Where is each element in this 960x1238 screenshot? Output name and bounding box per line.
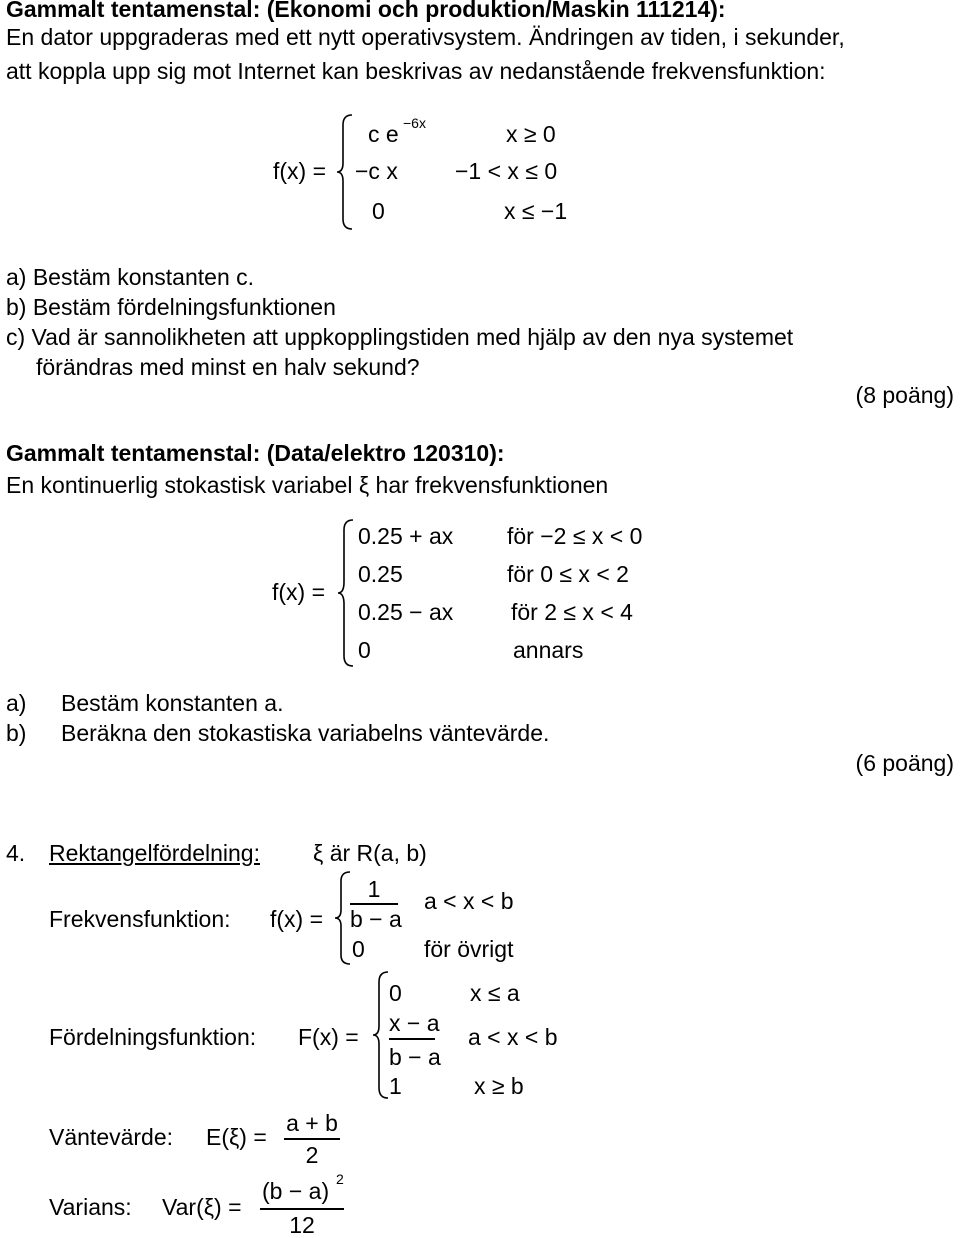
problem2-row1-expr: 0.25 + ax <box>358 523 454 549</box>
frekvens-denominator: b − a <box>350 906 402 932</box>
problem1-question-c-line1: c) Vad är sannolikheten att uppkopplingstiden med hjälp av den nya systemet <box>6 324 794 350</box>
problem1-fx: f(x) = <box>273 158 327 184</box>
problem2-question-b-label: b) <box>6 720 27 746</box>
problem2-row2-cond: för 0 ≤ x < 2 <box>507 561 629 587</box>
problem1-question-b: b) Bestäm fördelningsfunktionen <box>6 294 336 320</box>
fordelning-row1: 0 <box>389 980 402 1006</box>
section4-title: Rektangelfördelning: <box>49 840 260 866</box>
problem1-intro-line2: att koppla upp sig mot Internet kan beskrivas av nedanstående frekvensfunktion: <box>6 58 826 84</box>
fordelning-fraction-bar <box>389 1038 435 1040</box>
problem1-row2-expr: −c x <box>355 158 398 184</box>
problem2-row2-expr: 0.25 <box>358 561 403 587</box>
problem2-row3-cond: för 2 ≤ x < 4 <box>511 599 633 625</box>
vantevarde-denominator: 2 <box>305 1142 319 1168</box>
problem2-question-a: Bestäm konstanten a. <box>61 690 284 716</box>
problem2-question-b: Beräkna den stokastiska variabelns väntevärde. <box>61 720 550 746</box>
varians-fraction-bar <box>260 1208 344 1210</box>
problem1-question-a: a) Bestäm konstanten c. <box>6 264 255 290</box>
problem1-row1-cond: x ≥ 0 <box>506 121 556 147</box>
vantevarde-numerator: a + b <box>286 1110 338 1136</box>
frekvens-cond2: för övrigt <box>424 936 514 962</box>
frekvens-numerator: 1 <box>367 876 381 902</box>
varians-denominator: 12 <box>289 1212 315 1238</box>
problem1-question-c-line2: förändras med minst en halv sekund? <box>36 354 420 380</box>
varians-label: Varians: <box>49 1194 132 1220</box>
problem1-row1-expr: c e <box>368 121 399 147</box>
problem2-row1-cond: för −2 ≤ x < 0 <box>507 523 643 549</box>
problem1-intro-line1: En dator uppgraderas med ett nytt operativsystem. Ändringen av tiden, i sekunder, <box>6 24 845 50</box>
frekvens-zero: 0 <box>352 936 365 962</box>
varians-numerator: (b − a) <box>262 1178 330 1204</box>
problem2-row4-cond: annars <box>513 637 584 663</box>
problem1-row3-expr: 0 <box>372 198 385 224</box>
frekvens-fraction-bar <box>350 903 398 905</box>
frekvens-label: Frekvensfunktion: <box>49 906 231 932</box>
problem2-intro: En kontinuerlig stokastisk variabel ξ har frekvensfunktionen <box>6 472 609 498</box>
frekvens-cond1: a < x < b <box>424 888 514 914</box>
varians-exponent: 2 <box>336 1171 344 1187</box>
vantevarde-E: E(ξ) = <box>206 1124 267 1150</box>
fordelning-row3: 1 <box>389 1073 402 1099</box>
section4-distribution: ξ är R(a, b) <box>313 840 427 866</box>
problem1-points: (8 poäng) <box>855 382 954 408</box>
problem1-heading: Gammalt tentamenstal: (Ekonomi och produktion/Maskin 111214): <box>6 0 726 22</box>
fordelning-cond3: x ≥ b <box>474 1073 524 1099</box>
fordelning-numerator: x − a <box>389 1010 440 1036</box>
problem1-brace <box>336 113 356 231</box>
problem2-brace <box>337 518 357 668</box>
problem2-fx: f(x) = <box>272 579 326 605</box>
fordelning-cond1: x ≤ a <box>470 980 520 1006</box>
fordelning-cond2: a < x < b <box>468 1024 558 1050</box>
problem1-row3-cond: x ≤ −1 <box>504 198 568 224</box>
problem1-row1-exponent: −6x <box>403 115 426 131</box>
problem2-row4-expr: 0 <box>358 637 371 663</box>
fordelning-denominator: b − a <box>389 1044 441 1070</box>
fordelning-label: Fördelningsfunktion: <box>49 1024 257 1050</box>
varians-V: Var(ξ) = <box>162 1194 242 1220</box>
frekvens-fx: f(x) = <box>270 906 324 932</box>
section4-number: 4. <box>6 840 26 866</box>
problem2-question-a-label: a) <box>6 690 27 716</box>
problem1-row2-cond: −1 < x ≤ 0 <box>455 158 558 184</box>
problem2-points: (6 poäng) <box>855 750 954 776</box>
problem2-row3-expr: 0.25 − ax <box>358 599 454 625</box>
problem2-heading: Gammalt tentamenstal: (Data/elektro 120310): <box>6 440 505 466</box>
fordelning-Fx: F(x) = <box>298 1024 359 1050</box>
vantevarde-fraction-bar <box>284 1138 340 1140</box>
vantevarde-label: Väntevärde: <box>49 1124 174 1150</box>
